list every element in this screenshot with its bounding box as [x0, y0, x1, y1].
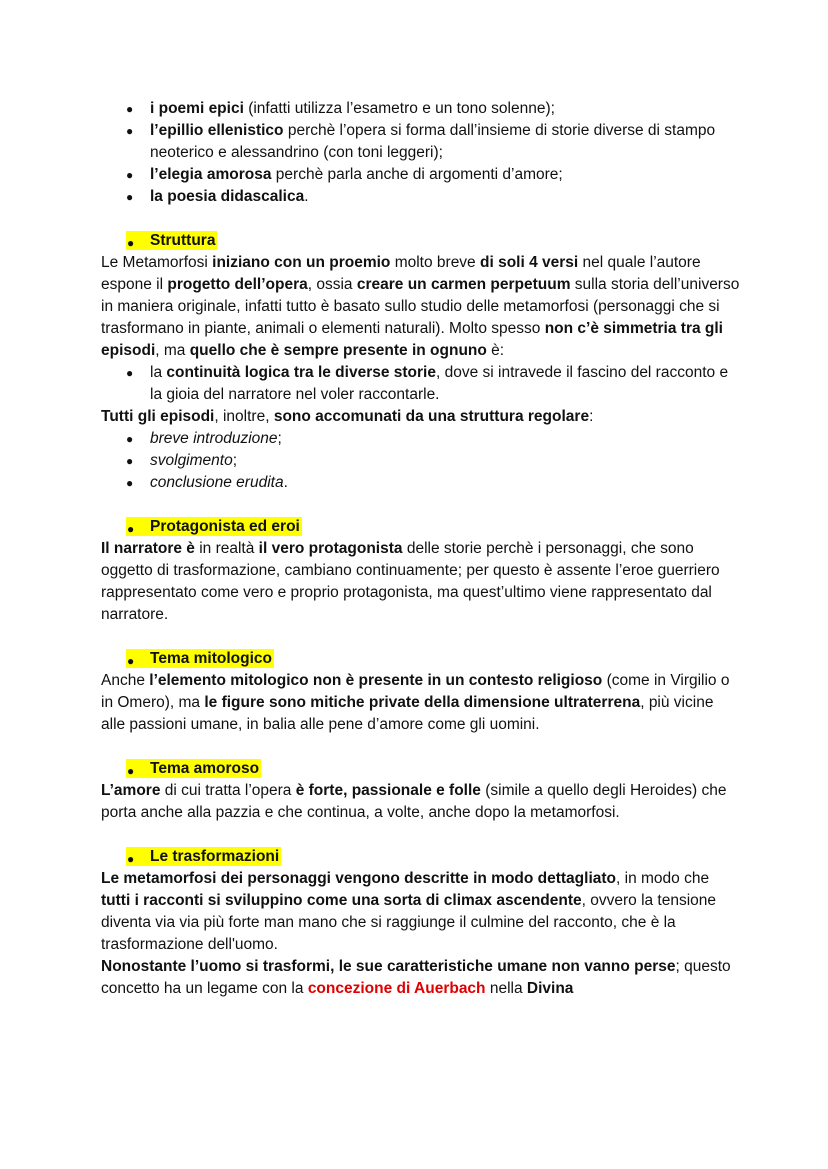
- highlight-red-text: concezione di Auerbach: [307, 980, 486, 997]
- protagonista-paragraph: Il narratore è in realtà il vero protagonista delle storie perchè i personaggi, che sono oggetto di trasformazione, cambiano continuamente; per questo è assente l’eroe guerriero rappresentato come vero e proprio protagonista, ma quest’ultimo viene rappresentato dal narratore.: [101, 540, 720, 623]
- amoroso-paragraph: L’amore di cui tratta l’opera è forte, passionale e folle (simile a quello degli Heroides) che porta anche alla pazzia e che continua, a volte, anche dopo la metamorfosi.: [101, 782, 727, 821]
- list-item: [101, 186, 741, 208]
- section-heading-protagonista: ● Protagonista ed eroi: [101, 516, 741, 538]
- list-item: [101, 164, 741, 186]
- struttura-list: [101, 362, 741, 406]
- list-item-text: perchè parla anche di argomenti d’amore;: [271, 166, 563, 183]
- section-heading-amoroso: ● Tema amoroso: [101, 758, 741, 780]
- intro-list: [101, 98, 741, 208]
- list-item-bold: l’elegia amorosa: [150, 166, 272, 183]
- list-item: [101, 120, 741, 164]
- mitologico-paragraph: Anche l’elemento mitologico non è presente in un contesto religioso (come in Virgilio o in Omero), ma le figure sono mitiche private della dimensione ultraterrena, più vicine alle passioni umane, in balia alle pene d’amore come gli uomini.: [101, 672, 730, 733]
- section-heading-trasformazioni: ● Le trasformazioni: [101, 846, 741, 868]
- list-item-bold: l’epillio ellenistico: [150, 122, 284, 139]
- document-body: [101, 98, 741, 1000]
- list-item: ● breve introduzione;: [101, 428, 741, 450]
- section-heading-struttura: ● Struttura: [101, 230, 741, 252]
- list-item: ● svolgimento;: [101, 450, 741, 472]
- trasformazioni-paragraph-2: Nonostante l’uomo si trasformi, le sue caratteristiche umane non vanno perse; questo concetto ha un legame con la concezione di Auerbach nella Divina: [101, 958, 731, 997]
- list-item: ● la continuità logica tra le diverse storie, dove si intravede il fascino del racconto e la gioia del narratore nel voler raccontarle.: [101, 362, 741, 406]
- section-heading-mitologico: ● Tema mitologico: [101, 648, 741, 670]
- list-item: [101, 98, 741, 120]
- list-item-text: perchè l’opera si forma dall’insieme di storie diverse di stampo neoterico e alessandrino (con toni leggeri);: [150, 122, 716, 161]
- list-item-bold: i poemi epici: [150, 100, 244, 117]
- list-item-text: .: [304, 188, 309, 205]
- struttura-paragraph-1: Le Metamorfosi iniziano con un proemio molto breve di soli 4 versi nel quale l’autore espone il progetto dell’opera, ossia creare un carmen perpetuum sulla storia dell’universo in maniera originale, infatti tutto è basato sullo studio delle metamorfosi (personaggi che si trasformano in piante, animali o elementi naturali). Molto spesso non c’è simmetria tra gli episodi, ma quello che è sempre presente in ognuno è:: [101, 254, 740, 359]
- struttura-sub-list: [101, 428, 741, 494]
- list-item: ● conclusione erudita.: [101, 472, 741, 494]
- list-item-text: (infatti utilizza l’esametro e un tono solenne);: [243, 100, 555, 117]
- struttura-paragraph-2: Tutti gli episodi, inoltre, sono accomunati da una struttura regolare:: [101, 408, 594, 425]
- list-item-bold: la poesia didascalica: [150, 188, 305, 205]
- trasformazioni-paragraph-1: Le metamorfosi dei personaggi vengono descritte in modo dettagliato, in modo che tutti i racconti si sviluppino come una sorta di climax ascendente, ovvero la tensione diventa via via più forte man mano che si raggiunge il culmine del racconto, che è la trasformazione dell'uomo.: [101, 870, 717, 953]
